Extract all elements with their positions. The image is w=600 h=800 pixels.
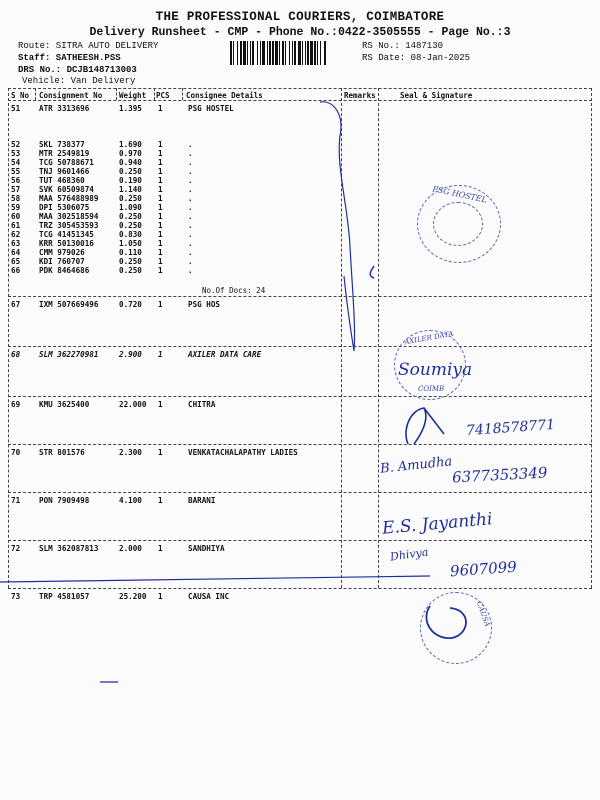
row-weight: 0.250 xyxy=(119,221,142,230)
row-pcs: 1 xyxy=(158,194,163,203)
row-pcs: 1 xyxy=(158,149,163,158)
row-pcs: 1 xyxy=(158,176,163,185)
row-consignee: . xyxy=(188,176,193,185)
psg-signature-scribble xyxy=(300,96,390,356)
row-sno: 53 xyxy=(11,149,21,158)
row-sno: 62 xyxy=(11,230,21,239)
row-weight: 1.690 xyxy=(119,140,142,149)
row-weight: 0.970 xyxy=(119,149,142,158)
barcode-bar xyxy=(260,41,261,65)
row-sno: 70 xyxy=(11,448,21,457)
row-cons: SLM 362270981 xyxy=(39,350,99,359)
barcode-bar xyxy=(243,41,246,65)
row-sno: 64 xyxy=(11,248,21,257)
row-pcs: 1 xyxy=(158,230,163,239)
row-consignee: . xyxy=(188,212,193,221)
row-weight: 22.000 xyxy=(119,400,147,409)
row-sno: 60 xyxy=(11,212,21,221)
row-consignee: . xyxy=(188,149,193,158)
row-consignee: SANDHIYA xyxy=(188,544,225,553)
row-cons: PDK 8464686 xyxy=(39,266,90,275)
barcode-bar xyxy=(307,41,309,65)
row-cons: KMU 3625400 xyxy=(39,400,90,409)
row-cons: TCG 50788671 xyxy=(39,158,94,167)
row-sno: 56 xyxy=(11,176,21,185)
rs-date: RS Date: 08-Jan-2025 xyxy=(362,53,471,63)
row-consignee: AXILER DATA CARE xyxy=(188,350,262,359)
barcode-bar xyxy=(257,41,258,65)
barcode-image xyxy=(230,41,356,65)
row-weight: 1.090 xyxy=(119,203,142,212)
signature-69-mark xyxy=(400,400,460,450)
row-consignee: CHITRA xyxy=(188,400,216,409)
col-seal-signature: Seal & Signature xyxy=(400,91,473,100)
row-consignee: . xyxy=(188,158,193,167)
barcode-bar xyxy=(285,41,286,65)
row-sno: 66 xyxy=(11,266,21,275)
row-weight: 1.140 xyxy=(119,185,142,194)
row-pcs: 1 xyxy=(158,185,163,194)
docs-count: No.Of Docs: 24 xyxy=(202,286,266,295)
stamp-psg-text: PSG HOSTEL xyxy=(431,184,488,205)
row-sno: 69 xyxy=(11,400,21,409)
row-cons: MAA 576488989 xyxy=(39,194,99,203)
drs-label: DRS No.: DCJB148713003 xyxy=(18,65,137,75)
row-weight: 2.900 xyxy=(119,350,142,359)
ink-strokes xyxy=(0,557,600,690)
row-pcs: 1 xyxy=(158,140,163,149)
row-pcs: 1 xyxy=(158,448,163,457)
row-weight: 2.000 xyxy=(119,544,142,553)
route-label: Route: SITRA AUTO DELIVERY xyxy=(18,41,159,51)
row-weight: 1.395 xyxy=(119,104,142,113)
row-consignee: . xyxy=(188,266,193,275)
row-weight: 0.110 xyxy=(119,248,142,257)
row-weight: 1.050 xyxy=(119,239,142,248)
row-weight: 0.830 xyxy=(119,230,142,239)
row-weight: 2.300 xyxy=(119,448,142,457)
row-weight: 25.200 xyxy=(119,592,147,601)
col-pcs: PCS xyxy=(156,91,170,100)
row-pcs: 1 xyxy=(158,266,163,275)
col-remarks: Remarks xyxy=(344,91,376,100)
barcode-bar xyxy=(230,41,232,65)
row-cons: SVK 60509874 xyxy=(39,185,94,194)
row-consignee: . xyxy=(188,257,193,266)
row-consignee: . xyxy=(188,140,193,149)
stamp-axiler-city: COIMB xyxy=(418,385,445,393)
row-pcs: 1 xyxy=(158,239,163,248)
barcode-bar xyxy=(247,41,248,65)
row-pcs: 1 xyxy=(158,544,163,553)
row-sno: 58 xyxy=(11,194,21,203)
row-sno: 67 xyxy=(11,300,21,309)
row-sno: 72 xyxy=(11,544,21,553)
barcode-bar xyxy=(302,41,303,65)
barcode-bar xyxy=(314,41,316,65)
signature-70-phone: 6377353349 xyxy=(451,463,548,487)
row-consignee: . xyxy=(188,194,193,203)
signature-70-name: B. Amudha xyxy=(379,454,453,477)
row-consignee: . xyxy=(188,248,193,257)
barcode-bar xyxy=(298,41,301,65)
stamp-psg-hostel-inner xyxy=(433,202,483,246)
barcode-bar xyxy=(250,41,251,65)
barcode-bar xyxy=(294,41,296,65)
row-sno: 57 xyxy=(11,185,21,194)
barcode-bar xyxy=(289,41,290,65)
row-sno: 52 xyxy=(11,140,21,149)
row-cons: TUT 468360 xyxy=(39,176,85,185)
row-consignee: . xyxy=(188,221,193,230)
barcode-bar xyxy=(310,41,313,65)
col-consignee: Consignee Details xyxy=(186,91,263,100)
col-sno: S No xyxy=(11,91,30,100)
barcode-bar xyxy=(240,41,242,65)
row-weight: 0.250 xyxy=(119,167,142,176)
signature-72-name: Dhivya xyxy=(389,545,430,564)
company-title: THE PROFESSIONAL COURIERS, COIMBATORE xyxy=(155,10,445,24)
row-cons: MAA 302518594 xyxy=(39,212,99,221)
barcode-bar xyxy=(269,41,271,65)
row-pcs: 1 xyxy=(158,592,163,601)
row-consignee: PSG HOS xyxy=(188,300,221,309)
col-consignment: Consignment No xyxy=(39,91,103,100)
row-cons: KRR 50130016 xyxy=(39,239,94,248)
row-cons: IXM 507669496 xyxy=(39,300,99,309)
barcode-bar xyxy=(317,41,318,65)
row-weight: 0.250 xyxy=(119,257,142,266)
row-cons: SKL 738377 xyxy=(39,140,85,149)
barcode-bar xyxy=(252,41,254,65)
row-cons: STR 801576 xyxy=(39,448,85,457)
row-cons: KDI 760707 xyxy=(39,257,85,266)
row-pcs: 1 xyxy=(158,300,163,309)
row-consignee: CAUSA INC xyxy=(188,592,230,601)
row-pcs: 1 xyxy=(158,221,163,230)
row-sno: 71 xyxy=(11,496,21,505)
row-cons: CMM 979026 xyxy=(39,248,85,257)
col-weight: Weight xyxy=(119,91,147,100)
staff-label: Staff: SATHEESH.PSS xyxy=(18,53,121,63)
row-sno: 51 xyxy=(11,104,21,113)
runsheet-subtitle: Delivery Runsheet - CMP - Phone No.:0422-3505555 - Page No.:3 xyxy=(89,26,511,39)
row-consignee: . xyxy=(188,239,193,248)
signature-68: Soumiya xyxy=(398,360,473,380)
row-cons: MTR 2549819 xyxy=(39,149,90,158)
row-weight: 0.940 xyxy=(119,158,142,167)
row-pcs: 1 xyxy=(158,212,163,221)
row-cons: ATR 3313696 xyxy=(39,104,90,113)
barcode-bar xyxy=(262,41,265,65)
barcode-bar xyxy=(267,41,268,65)
row-sno: 61 xyxy=(11,221,21,230)
barcode-bar xyxy=(292,41,293,65)
row-weight: 0.720 xyxy=(119,300,142,309)
row-cons: TNJ 9601466 xyxy=(39,167,90,176)
row-cons: TRZ 305453593 xyxy=(39,221,99,230)
row-sno: 65 xyxy=(11,257,21,266)
row-cons: DPI 5306075 xyxy=(39,203,90,212)
row-pcs: 1 xyxy=(158,167,163,176)
row-pcs: 1 xyxy=(158,203,163,212)
row-consignee: BARANI xyxy=(188,496,216,505)
barcode-bar xyxy=(324,41,326,65)
barcode-bar xyxy=(275,41,278,65)
barcode-bar xyxy=(272,41,274,65)
row-weight: 0.190 xyxy=(119,176,142,185)
row-cons: TRP 4581057 xyxy=(39,592,90,601)
row-pcs: 1 xyxy=(158,158,163,167)
stamp-axiler-text: AXILER DATA xyxy=(403,329,455,347)
row-cons: SLM 362087813 xyxy=(39,544,99,553)
row-sno: 59 xyxy=(11,203,21,212)
row-weight: 0.250 xyxy=(119,194,142,203)
row-sno: 63 xyxy=(11,239,21,248)
row-pcs: 1 xyxy=(158,496,163,505)
row-pcs: 1 xyxy=(158,104,163,113)
barcode-bar xyxy=(233,41,234,65)
barcode-bar xyxy=(320,41,321,65)
row-consignee: VENKATACHALAPATHY LADIES xyxy=(188,448,298,457)
vehicle-label: Vehicle: Van Delivery xyxy=(22,76,136,86)
signature-72-phone: 9607099 xyxy=(449,557,518,581)
row-consignee: . xyxy=(188,230,193,239)
row-pcs: 1 xyxy=(158,350,163,359)
row-consignee: . xyxy=(188,203,193,212)
barcode-bar xyxy=(305,41,306,65)
barcode-bar xyxy=(282,41,284,65)
row-weight: 4.100 xyxy=(119,496,142,505)
row-weight: 0.250 xyxy=(119,266,142,275)
row-consignee: . xyxy=(188,185,193,194)
rs-number: RS No.: 1487130 xyxy=(362,41,444,51)
row-cons: TCG 41451345 xyxy=(39,230,94,239)
row-pcs: 1 xyxy=(158,248,163,257)
stamp-causa-text: CAUSA xyxy=(474,600,492,628)
row-pcs: 1 xyxy=(158,257,163,266)
barcode-bar xyxy=(237,41,238,65)
row-sno: 55 xyxy=(11,167,21,176)
row-cons: PON 7909498 xyxy=(39,496,90,505)
row-weight: 0.250 xyxy=(119,212,142,221)
signature-69-phone: 7418578771 xyxy=(465,416,556,440)
row-sno: 54 xyxy=(11,158,21,167)
signature-71: E.S. Jayanthi xyxy=(381,509,494,539)
row-sno: 68 xyxy=(11,350,21,359)
row-consignee: . xyxy=(188,167,193,176)
row-consignee: PSG HOSTEL xyxy=(188,104,234,113)
row-sno: 73 xyxy=(11,592,21,601)
row-pcs: 1 xyxy=(158,400,163,409)
barcode-bar xyxy=(279,41,280,65)
